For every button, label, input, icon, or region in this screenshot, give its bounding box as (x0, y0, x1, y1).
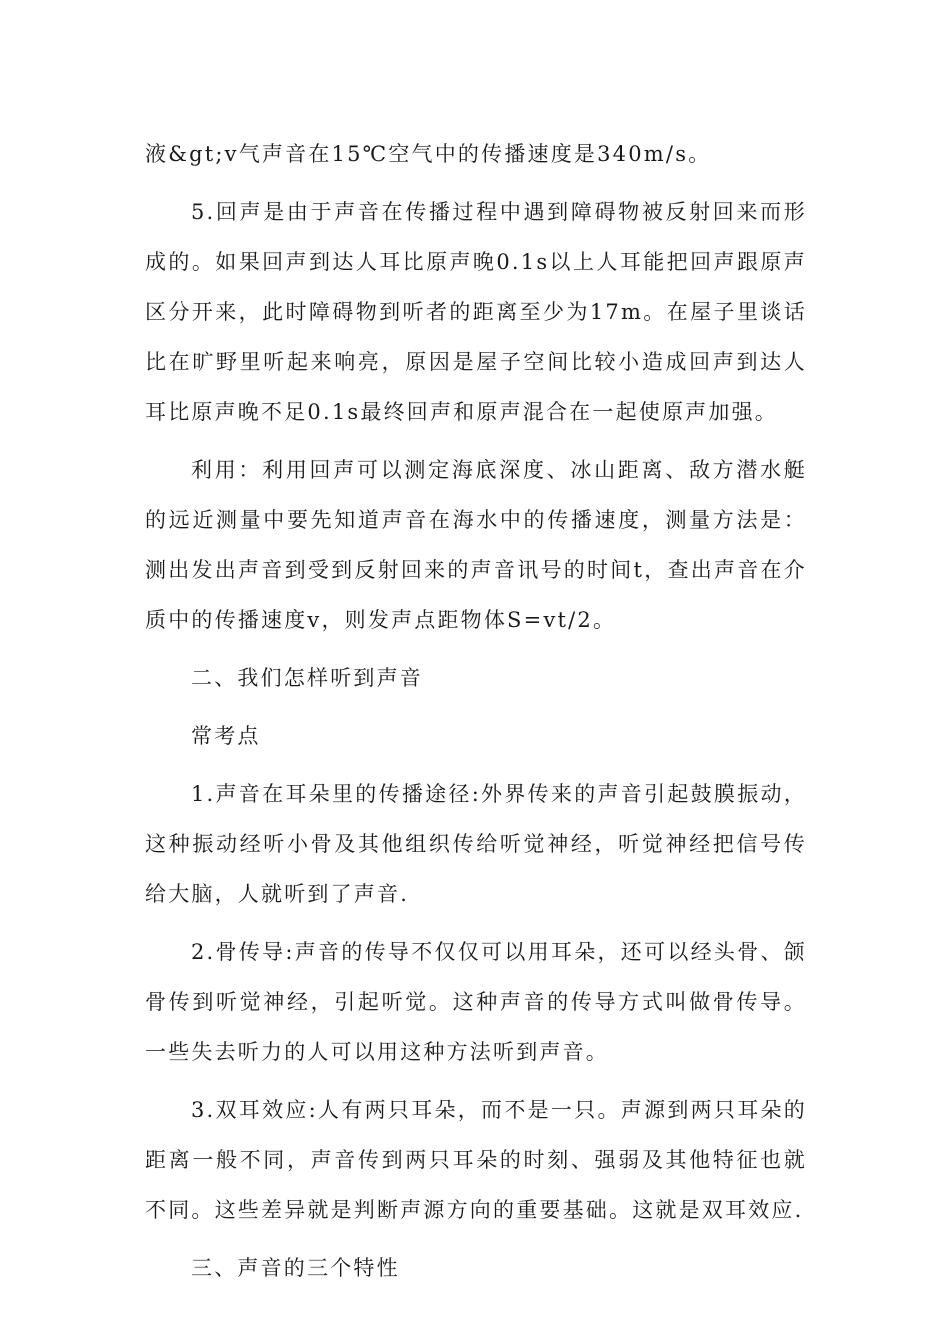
section-heading-three-properties: 三、声音的三个特性 (191, 1256, 400, 1280)
paragraph-echo: 5.回声是由于声音在传播过程中遇到障碍物被反射回来而形成的。如果回声到达人耳比原声晚0.1s以上人耳能把回声跟原声区分开来，此时障碍物到听者的距离至少为17m。在屋子里谈话比在旷野里听起来响亮，原因是屋子空间比较小造成回声到达人耳比原声晚不足0.1s最终回声和原声混合在一起使原声加强。 (145, 200, 807, 424)
paragraph-binaural-effect: 3.双耳效应:人有两只耳朵，而不是一只。声源到两只耳朵的距离一般不同，声音传到两只耳朵的时刻、强弱及其他特征也就不同。这些差异就是判断声源方向的重要基础。这就是双耳效应. (145, 1098, 807, 1222)
section-heading-how-we-hear: 二、我们怎样听到声音 (191, 666, 423, 690)
paragraph-sound-speed-continuation: 液&gt;v气声音在15℃空气中的传播速度是340m/s。 (145, 142, 712, 166)
paragraph-echo-usage: 利用：利用回声可以测定海底深度、冰山距离、敌方潜水艇的远近测量中要先知道声音在海水中的传播速度，测量方法是：测出发出声音到受到反射回来的声音讯号的时间t，查出声音在介质中的传播速度v，则发声点距物体S=vt/2。 (145, 458, 807, 632)
paragraph-ear-pathway: 1.声音在耳朵里的传播途径:外界传来的声音引起鼓膜振动，这种振动经听小骨及其他组织传给听觉神经，听觉神经把信号传给大脑，人就听到了声音. (145, 782, 807, 906)
subheading-key-points: 常考点 (191, 724, 261, 748)
document-body (145, 129, 807, 1293)
paragraph-bone-conduction: 2.骨传导:声音的传导不仅仅可以用耳朵，还可以经头骨、颌骨传到听觉神经，引起听觉。这种声音的传导方式叫做骨传导。一些失去听力的人可以用这种方法听到声音。 (145, 940, 807, 1064)
